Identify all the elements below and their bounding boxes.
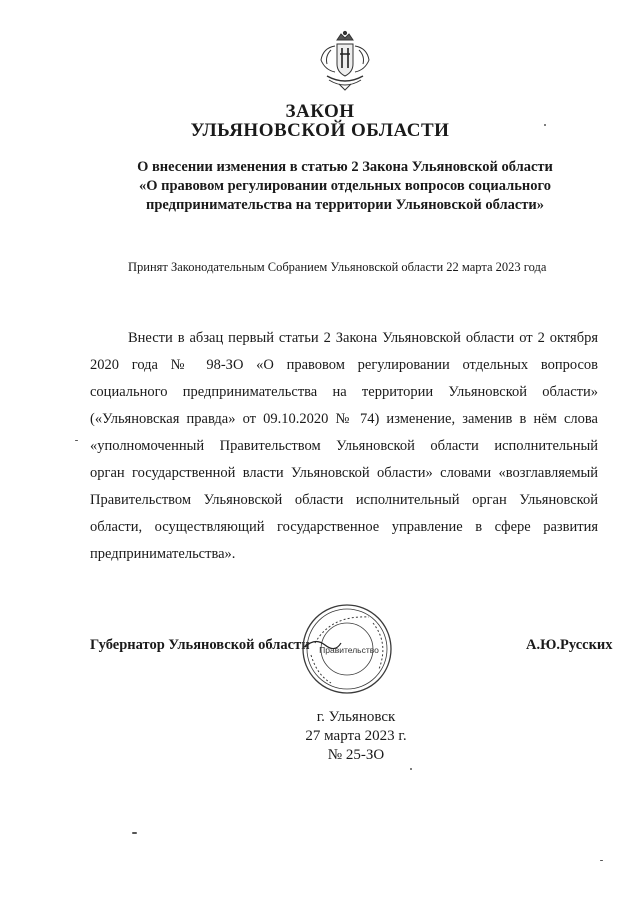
coat-of-arms-icon <box>315 30 375 92</box>
subject-line: О внесении изменения в статью 2 Закона Ульяновской области <box>137 159 553 175</box>
body-line: области, осуществляющий государственное управление в сфере развития <box>90 519 598 535</box>
document-title-line-2: УЛЬЯНОВСКОЙ ОБЛАСТИ <box>190 120 450 141</box>
body-line: Правительством Ульяновской области исполнительный орган Ульяновской <box>90 492 598 508</box>
official-seal-stamp <box>301 603 393 695</box>
body-line: предпринимательства». <box>90 546 236 562</box>
scan-speck <box>132 832 137 834</box>
scan-speck <box>410 768 412 770</box>
body-line: социального предпринимательства на территории Ульяновской области» <box>90 384 598 400</box>
adoption-note: Принят Законодательным Собранием Ульяновской области 22 марта 2023 года <box>128 260 547 274</box>
scan-speck <box>75 440 78 441</box>
signing-date: 27 марта 2023 г. <box>305 728 407 744</box>
document-title-line-1: ЗАКОН <box>285 101 355 122</box>
signature-title: Губернатор Ульяновской области <box>90 637 310 653</box>
law-number: № 25-ЗО <box>327 747 385 763</box>
body-line: («Ульяновская правда» от 09.10.2020 № 74) изменение, заменив в нём слова <box>90 411 598 427</box>
place-of-signing: г. Ульяновск <box>316 709 396 725</box>
scan-speck <box>544 124 546 126</box>
subject-line: «О правовом регулировании отдельных вопросов социального <box>138 178 552 194</box>
body-line: «уполномоченный Правительством Ульяновской области исполнительный <box>90 438 598 454</box>
signature-name: А.Ю.Русских <box>526 637 613 653</box>
body-line: 2020 года № 98-ЗО «О правовом регулировании отдельных вопросов <box>90 357 598 373</box>
subject-line: предпринимательства на территории Ульяновской области» <box>145 197 545 213</box>
stamp-text: Правительство <box>319 645 379 655</box>
scan-speck <box>600 860 603 861</box>
body-line: Внести в абзац первый статьи 2 Закона Ульяновской области от 2 октября <box>128 330 598 346</box>
body-line: орган государственной власти Ульяновской области» словами «возглавляемый <box>90 465 598 481</box>
